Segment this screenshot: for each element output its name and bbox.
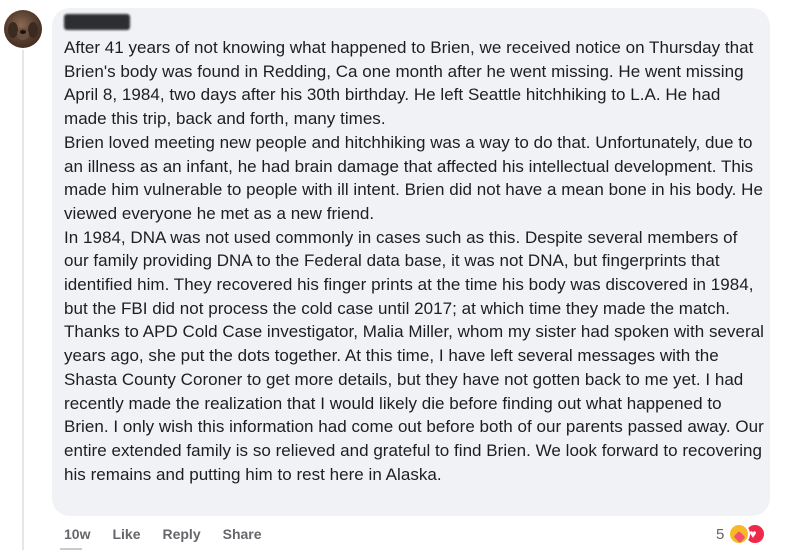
comment-paragraph: Thanks to APD Cold Case investigator, Malia Miller, whom my sister had spoken with several years ago, she put the dots together. At this time, I have left several messages with the Shasta County Coroner to get more details, but they have not gotten back to me yet. I had recently made the realization that I would likely die before finding out what happened to Brien. I only wish this information had come out before both of our parents passed away. Our entire extended family is so relieved and grateful to find Brien. We look forward to recovering his remains and putting him to rest here in Alaska. xyxy=(64,322,764,484)
avatar-ear xyxy=(28,22,38,38)
comment-actions xyxy=(64,524,284,544)
comment-bubble xyxy=(52,8,770,516)
commenter-name-redacted[interactable] xyxy=(64,14,130,30)
like-button[interactable]: Like xyxy=(112,526,141,542)
comment-paragraph: After 41 years of not knowing what happened to Brien, we received notice on Thursday that Brien's body was found in Redding, Ca one month after he went missing. He went missing April 8, 1984, two days after his 30th birthday. He left Seattle hitchhiking to L.A. He had made this trip, back and forth, many times. xyxy=(64,38,754,129)
comment-paragraph: Brien loved meeting new people and hitchhiking was a way to do that. Unfortunately, due to an illness as an infant, he had brain damage that affected his intellectual development. This made him vulnerable to people with ill intent. Brien did not have a mean bone in his body. He viewed everyone he met as a new friend. xyxy=(64,132,763,223)
reaction-count: 5 xyxy=(716,525,725,543)
comment-timestamp[interactable]: 10w xyxy=(64,526,91,542)
comment-body xyxy=(64,36,764,486)
divider xyxy=(60,548,82,550)
reaction-summary[interactable] xyxy=(716,522,766,546)
avatar-nose xyxy=(20,30,26,34)
thread-line xyxy=(22,50,24,550)
avatar[interactable] xyxy=(4,10,42,48)
comment-paragraph: In 1984, DNA was not used commonly in cases such as this. Despite several members of our family providing DNA to the Federal data base, it was not DNA, but fingerprints that identified him. They recovered his finger prints at the time his body was discovered in 1984, but the FBI did not process the cold case until 2017; at which time they made the match. xyxy=(64,227,754,318)
share-button[interactable]: Share xyxy=(222,526,262,542)
reply-button[interactable]: Reply xyxy=(162,526,201,542)
